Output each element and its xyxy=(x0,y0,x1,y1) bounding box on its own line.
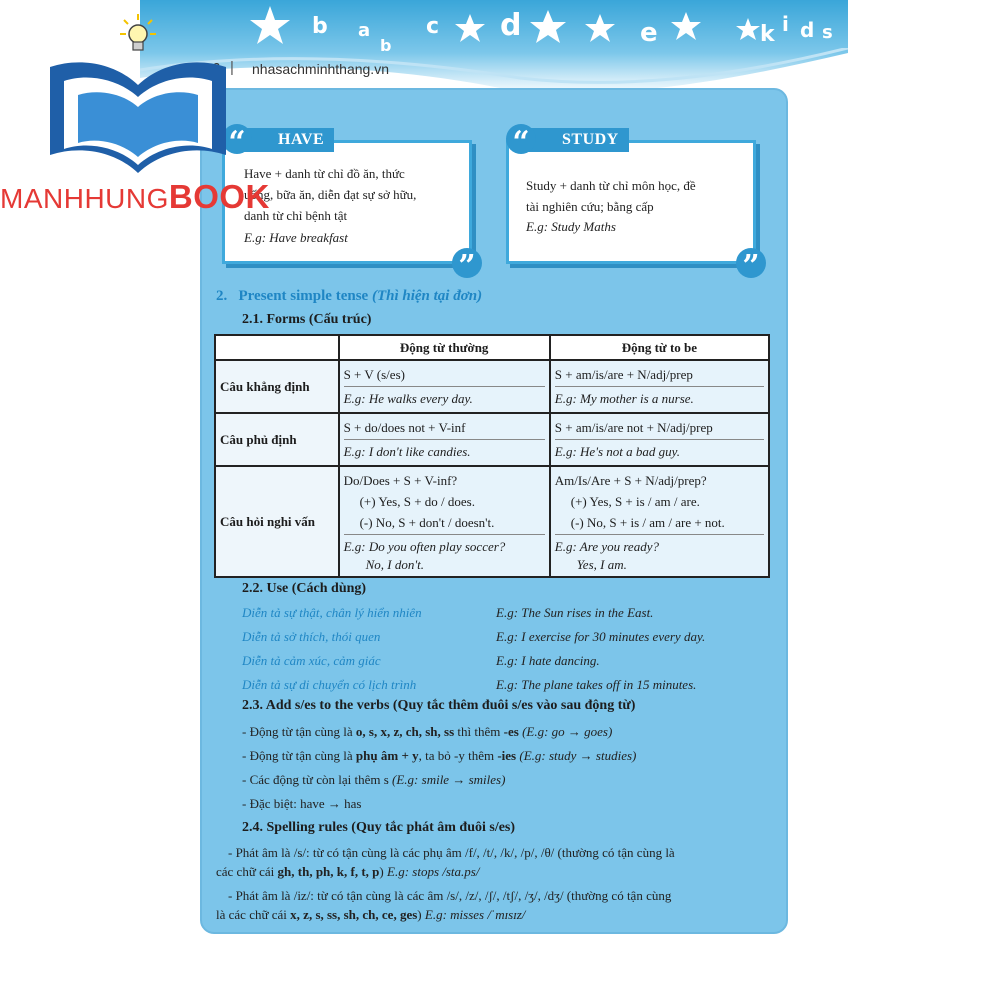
table-cell xyxy=(550,466,769,577)
cell-example: E.g: My mother is a nurse. xyxy=(554,391,694,406)
cell-line: (-) No, S + don't / doesn't. xyxy=(359,515,495,530)
deco-letter: c xyxy=(426,14,440,39)
rule-example: (E.g: study → studies) xyxy=(516,748,637,763)
cell-line: S + V (s/es) xyxy=(343,367,405,382)
para-text: các chữ cái xyxy=(216,864,278,879)
site-url: nhasachminhthang.vn xyxy=(252,61,389,77)
table-header-cell: Động từ to be xyxy=(550,335,769,360)
rule-example: (E.g: go → goes) xyxy=(518,724,613,739)
cell-divider xyxy=(344,386,545,387)
light-bulb-icon xyxy=(118,12,158,60)
star-icon xyxy=(455,14,485,42)
cell-divider xyxy=(555,386,764,387)
para-text: ) xyxy=(379,864,387,879)
cell-example: E.g: Do you often play soccer? xyxy=(343,539,506,554)
quote-title-have: HAVE xyxy=(244,128,334,152)
deco-letter: k xyxy=(760,22,775,47)
star-icon xyxy=(250,6,290,44)
use-item: Diễn tả sự di chuyển có lịch trình xyxy=(242,677,417,692)
rule-line: - Đặc biệt: have → has xyxy=(242,796,362,811)
rule-line xyxy=(242,724,612,740)
star-icon xyxy=(585,14,615,42)
cell-example: Yes, I am. xyxy=(576,557,627,572)
use-example: E.g: I hate dancing. xyxy=(496,653,600,668)
spelling-line xyxy=(216,864,479,880)
deco-letter: i xyxy=(782,12,789,36)
add-ses-title: 2.3. Add s/es to the verbs (Quy tắc thêm đuôi s/es vào sau động từ) xyxy=(242,698,636,713)
cell-line: Do/Does + S + V-inf? xyxy=(343,473,458,488)
deco-letter: b xyxy=(312,14,328,39)
cell-divider xyxy=(555,534,764,535)
cell-line: S + am/is/are not + N/adj/prep xyxy=(554,420,713,435)
deco-letter: a xyxy=(358,20,371,41)
para-example: E.g: stops /sta.ps/ xyxy=(387,864,480,879)
use-title: 2.2. Use (Cách dùng) xyxy=(242,581,367,596)
cell-divider xyxy=(344,439,545,440)
rule-text: thì thêm xyxy=(454,724,504,739)
forms-title: 2.1. Forms (Cấu trúc) xyxy=(242,312,372,327)
para-emph: x, z, s, ss, sh, ch, ce, ges xyxy=(290,907,418,922)
quote-line: Have + danh từ chỉ đồ ăn, thức xyxy=(244,166,405,181)
table-header-cell: Động từ thường xyxy=(339,335,550,360)
cell-line: Am/Is/Are + S + N/adj/prep? xyxy=(554,473,707,488)
spelling-line xyxy=(216,907,525,923)
cell-divider xyxy=(555,439,764,440)
cell-example: No, I don't. xyxy=(365,557,424,572)
use-item: Diễn tả cảm xúc, cảm giác xyxy=(242,653,381,668)
spelling-line: - Phát âm là /iz/: từ có tận cùng là các âm /s/, /z/, /ʃ/, /tʃ/, /ʒ/, /dʒ/ (thường có tận cùng xyxy=(228,888,672,903)
section-number: 2. xyxy=(216,288,228,304)
rule-text: thêm xyxy=(464,748,498,763)
deco-letter: s xyxy=(822,22,833,43)
para-text: ) xyxy=(417,907,425,922)
close-quote-icon: ” xyxy=(452,248,482,278)
cell-line: S + do/does not + V-inf xyxy=(343,420,466,435)
header-decoration xyxy=(140,0,848,60)
cell-line: (-) No, S + is / am / are + not. xyxy=(570,515,725,530)
quote-title-study: STUDY xyxy=(528,128,629,152)
use-example: E.g: I exercise for 30 minutes every day. xyxy=(496,629,706,644)
section-title-vi: (Thì hiện tại đơn) xyxy=(371,288,483,304)
use-example: E.g: The plane takes off in 15 minutes. xyxy=(496,677,697,692)
quote-line: uống, bữa ăn, diễn đạt sự sở hữu, xyxy=(244,187,417,202)
quote-line: danh từ chỉ bệnh tật xyxy=(244,208,348,223)
rule-text: s xyxy=(383,772,389,787)
star-icon xyxy=(530,10,566,43)
use-item: Diễn tả sự thật, chân lý hiển nhiên xyxy=(242,605,422,620)
logo-text-main: MANHHUNG xyxy=(0,183,169,214)
deco-letter: d xyxy=(800,18,815,42)
quote-line: Study + danh từ chỉ môn học, đề xyxy=(526,178,696,193)
book-logo-icon xyxy=(40,55,236,177)
use-item: Diễn tả sở thích, thói quen xyxy=(242,629,381,644)
rule-text: - Động từ tận cùng là xyxy=(242,724,356,739)
rule-emph: phụ âm + y xyxy=(355,748,419,763)
section-title-en: Present simple tense xyxy=(238,288,369,304)
open-quote-icon: “ xyxy=(222,124,252,154)
table-cell xyxy=(339,360,550,413)
logo-text-book: BOOK xyxy=(168,178,270,215)
table-cell xyxy=(550,413,769,466)
rule-text: - Động từ tận cùng là xyxy=(242,748,356,763)
rule-text: - Các động từ còn lại thêm xyxy=(242,772,384,787)
rule-line xyxy=(242,772,505,788)
cell-divider xyxy=(344,534,545,535)
star-icon xyxy=(736,18,760,40)
row-label: Câu khẳng định xyxy=(215,360,339,413)
rule-emph: o, s, x, z, ch, sh, ss xyxy=(355,724,455,739)
use-example: E.g: The Sun rises in the East. xyxy=(496,605,654,620)
row-label: Câu hỏi nghi vấn xyxy=(215,466,339,577)
cell-line: (+) Yes, S + is / am / are. xyxy=(570,494,700,509)
star-icon xyxy=(671,12,701,40)
deco-letter: d xyxy=(500,8,522,43)
rule-example: (E.g: smile → smiles) xyxy=(388,772,506,787)
table-cell xyxy=(339,466,550,577)
cell-example: E.g: He's not a bad guy. xyxy=(554,444,680,459)
section-title xyxy=(216,288,482,305)
page-separator: | xyxy=(230,59,234,76)
forms-table xyxy=(214,334,770,578)
para-example: E.g: misses /ˈmɪsɪz/ xyxy=(424,907,526,922)
rule-text: , ta bỏ xyxy=(418,748,454,763)
para-text: là các chữ cái xyxy=(216,907,291,922)
deco-letter: e xyxy=(640,18,658,48)
table-cell xyxy=(550,360,769,413)
close-quote-icon: ” xyxy=(736,248,766,278)
quote-line: tài nghiên cứu; bằng cấp xyxy=(526,199,654,214)
logo-text xyxy=(0,178,270,216)
rule-emph: -ies xyxy=(497,748,517,763)
cell-example: E.g: I don't like candies. xyxy=(343,444,471,459)
rule-line xyxy=(242,748,636,764)
cell-example: E.g: Are you ready? xyxy=(554,539,659,554)
quote-example-study: E.g: Study Maths xyxy=(526,219,616,234)
quote-text-study xyxy=(526,175,696,217)
table-cell xyxy=(339,413,550,466)
table-header-row xyxy=(215,335,769,360)
row-label: Câu phủ định xyxy=(215,413,339,466)
table-row xyxy=(215,466,769,577)
table-row xyxy=(215,360,769,413)
rule-text: -y xyxy=(454,748,465,763)
cell-line: (+) Yes, S + do / does. xyxy=(359,494,475,509)
spelling-line: - Phát âm là /s/: từ có tận cùng là các phụ âm /f/, /t/, /k/, /p/, /θ/ (thường có tận cùng là xyxy=(228,845,675,860)
table-header-cell xyxy=(215,335,339,360)
open-quote-icon: “ xyxy=(506,124,536,154)
deco-letter: b xyxy=(380,36,392,55)
para-emph: gh, th, ph, k, f, t, p xyxy=(277,864,380,879)
cell-line: S + am/is/are + N/adj/prep xyxy=(554,367,693,382)
cell-example: E.g: He walks every day. xyxy=(343,391,473,406)
spelling-title: 2.4. Spelling rules (Quy tắc phát âm đuôi s/es) xyxy=(242,820,516,835)
table-row xyxy=(215,413,769,466)
quote-example-have: E.g: Have breakfast xyxy=(244,230,348,245)
rule-emph: -es xyxy=(503,724,519,739)
